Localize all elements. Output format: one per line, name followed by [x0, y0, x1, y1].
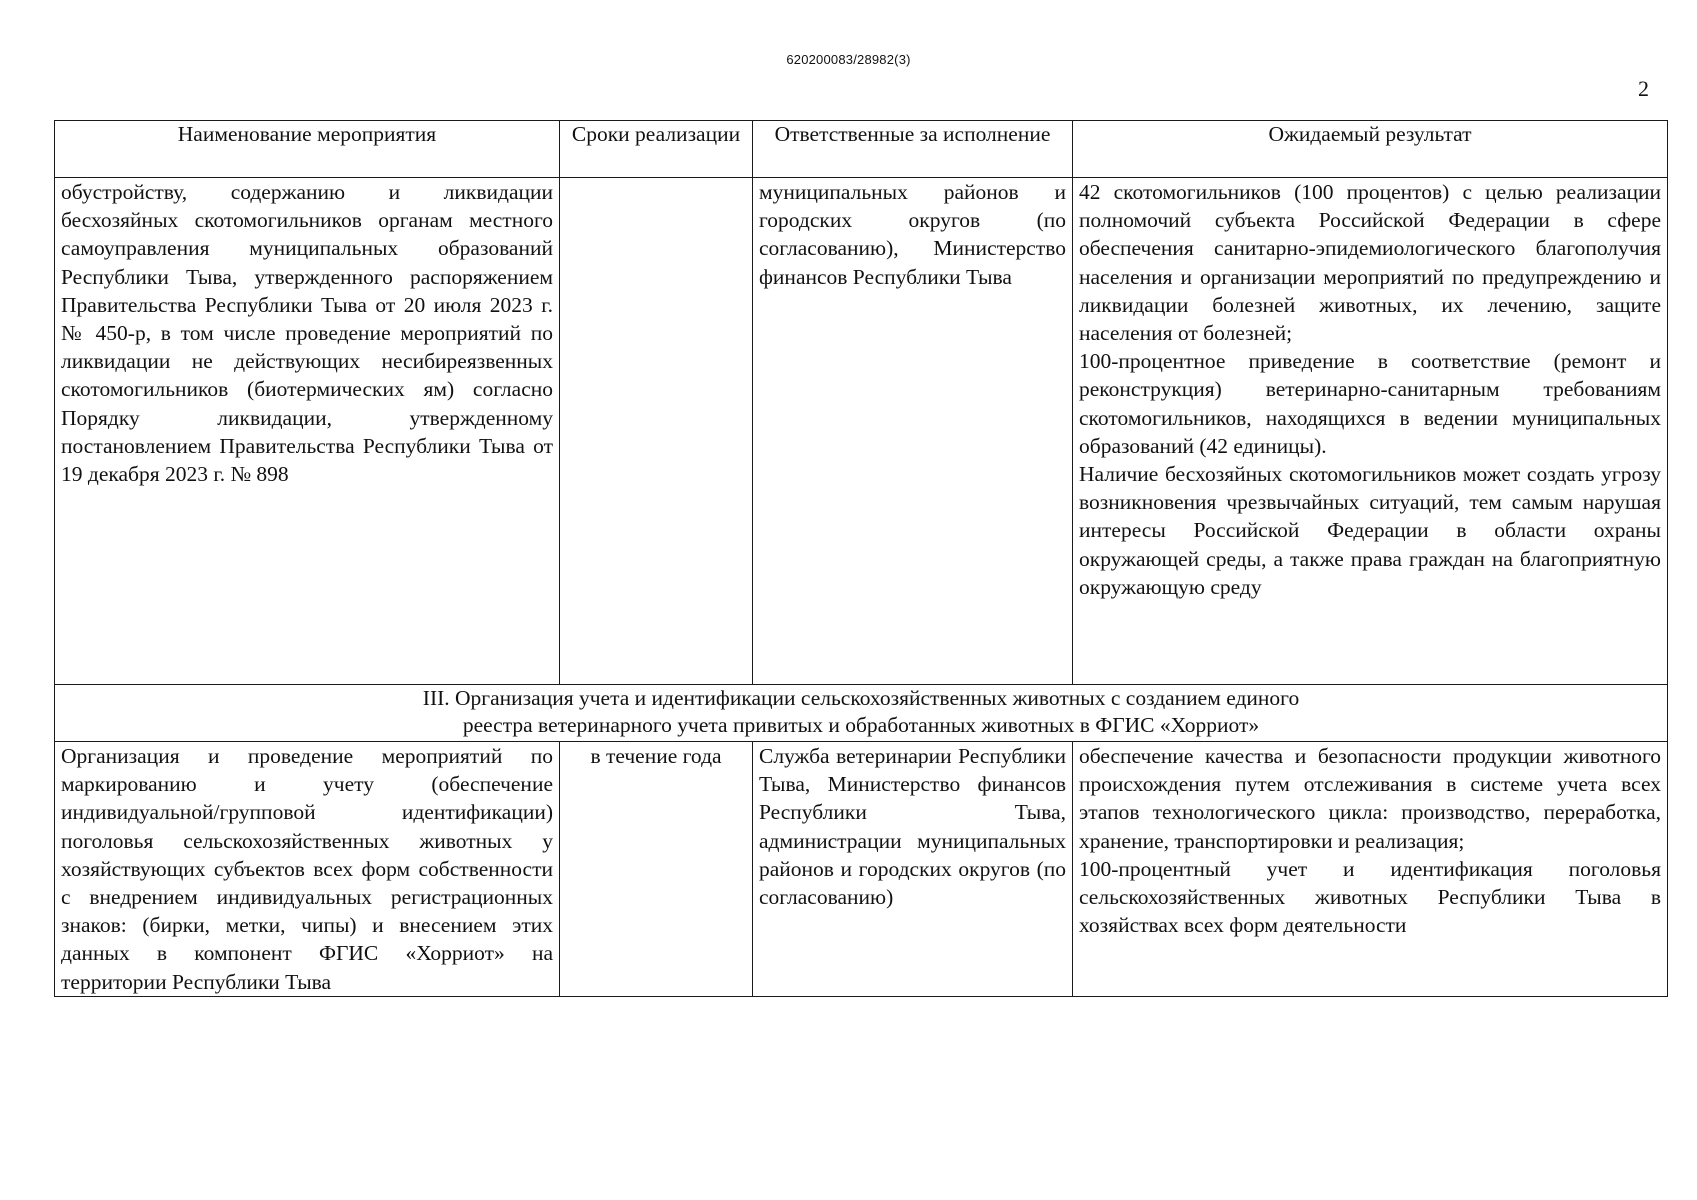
page-number: 2: [1638, 76, 1649, 101]
column-header-term: Сроки реализации: [560, 121, 753, 178]
result-paragraph: 100-процентный учет и идентификация поголовья сельскохозяйственных животных Республики Тыва в хозяйствах всех форм деятельности: [1079, 856, 1661, 938]
activity-term-cell: [560, 178, 753, 685]
document-id: 620200083/28982(3): [786, 52, 911, 67]
section-heading-row: [55, 685, 1668, 742]
activity-responsible-cell: муниципальных районов и городских округов (по согласованию), Министерство финансов Республики Тыва: [753, 178, 1073, 685]
table-row: [55, 742, 1668, 997]
result-paragraph: 42 скотомогильников (100 процентов) с целью реализации полномочий субъекта Российской Федерации в сфере обеспечения санитарно-эпидемиологического благополучия населения и организации мероприятий по предупреждению и ликвидации болезней животных, их лечению, защите населения от болезней;: [1079, 180, 1661, 346]
activities-table: [54, 120, 1668, 997]
result-paragraph: 100-процентное приведение в соответствие (ремонт и реконструкция) ветеринарно-санитарным требованиям скотомогильников, находящихся в ведении муниципальных образований (42 единицы).: [1079, 349, 1661, 458]
result-paragraph: обеспечение качества и безопасности продукции животного происхождения путем отслеживания в системе учета всех этапов технологического цикла: производство, переработка, хранение, транспортировки и реализация;: [1079, 744, 1661, 853]
activity-responsible-cell: Служба ветеринарии Республики Тыва, Министерство финансов Республики Тыва, администрации муниципальных районов и городских округов (по согласованию): [753, 742, 1073, 997]
column-header-result: Ожидаемый результат: [1073, 121, 1668, 178]
activity-term-cell: в течение года: [560, 742, 753, 997]
column-header-name: Наименование мероприятия: [55, 121, 560, 178]
table-header-row: [55, 121, 1668, 178]
activity-name-cell: обустройству, содержанию и ликвидации бесхозяйных скотомогильников органам местного самоуправления муниципальных образований Республики Тыва, утвержденного распоряжением Правительства Республики Тыва от 20 июля 2023 г. № 450-р, в том числе проведение мероприятий по ликвидации не действующих несибиреязвенных скотомогильников (биотермических ям) согласно Порядку ликвидации, утвержденному постановлением Правительства Республики Тыва от 19 декабря 2023 г. № 898: [55, 178, 560, 685]
table-row: [55, 178, 1668, 685]
activity-result-cell: [1073, 178, 1668, 685]
activity-name-cell: Организация и проведение мероприятий по маркированию и учету (обеспечение индивидуальной/групповой идентификации) поголовья сельскохозяйственных животных у хозяйствующих субъектов всех форм собственности с внедрением индивидуальных регистрационных знаков: (бирки, метки, чипы) и внесением этих данных в компонент ФГИС «Хорриот» на территории Республики Тыва: [55, 742, 560, 997]
column-header-responsible: Ответственные за исполнение: [753, 121, 1073, 178]
section-heading: [55, 685, 1668, 742]
section-heading-line: III. Организация учета и идентификации сельскохозяйственных животных с созданием единого: [422, 686, 1300, 710]
activity-result-cell: [1073, 742, 1668, 997]
result-paragraph: Наличие бесхозяйных скотомогильников может создать угрозу возникновения чрезвычайных ситуаций, тем самым нарушая интересы Российской Федерации в области охраны окружающей среды, а также права граждан на благоприятную окружающую среду: [1079, 462, 1661, 599]
section-heading-line: реестра ветеринарного учета привитых и обработанных животных в ФГИС «Хорриот»: [462, 713, 1260, 737]
